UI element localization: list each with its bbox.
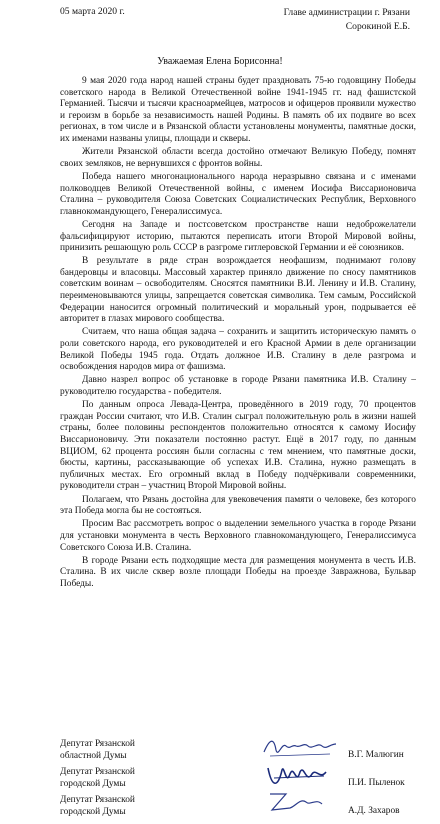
signer-position (60, 794, 200, 818)
paragraph: Полагаем, что Рязань достойна для увековечения памяти о человеке, без которого эта Победа могла бы не состояться. (60, 494, 416, 517)
signer-position-line: городской Думы (60, 807, 126, 817)
paragraph: 9 мая 2020 года народ нашей страны будет праздновать 75-ю годовщину Победы советского народа в Великой Отечественной войне 1941-1945 гг. над фашистской Германией. Тысячи и тысячи красноармейцев, матросов и офицеров проявили мужество и героизм в борьбе за независимость нашей Родины. В память об их подвиге во всех регионах, в том числе и в Рязанской области установлены монументы, памятные доски, их именами названы улицы, площади и скверы. (60, 76, 416, 144)
paragraph: В результате в ряде стран возрождается неофашизм, поднимают голову бандеровцы и власовцы. Массовый характер приняло движение по сносу памятников советским воинам – освободителям. Сносятся памятники В.И. Ленину и И.В. Сталину, переименовываются улицы, запрещается советская символика. Тем самым, Российской Федерации наносится огромный политический и моральный урон, подрывается её авторитет в глазах мирового сообщества. (60, 256, 416, 325)
paragraph: В городе Рязани есть подходящие места для размещения монумента в честь И.В. Сталина. В их числе сквер возле площади Победы на проезде Завражнова, Бульвар Победы. (60, 555, 416, 589)
handwritten-signature-icon (260, 788, 340, 820)
signer-position-line: Депутат Рязанской (60, 739, 135, 749)
addressee-block (260, 6, 410, 34)
signature-block (60, 766, 440, 796)
signer-position-line: областной Думы (60, 751, 127, 761)
signer-position (60, 766, 200, 790)
paragraph: Сегодня на Западе и постсоветском пространстве наши недоброжелатели фальсифицируют историю, пытаются переписать итоги Второй Мировой войны, принизить решающую роль СССР в разгроме гитлеровской Германии и её союзников. (60, 219, 416, 254)
paragraph: Жители Рязанской области всегда достойно отмечают Великую Победу, помнят своих земляков, не вернувшихся с фронтов войны. (60, 147, 416, 169)
signer-position (60, 738, 200, 762)
signer-position-line: Депутат Рязанской (60, 767, 135, 777)
signature-block (60, 738, 440, 768)
salutation: Уважаемая Елена Борисонна! (157, 56, 283, 67)
signer-position-line: Депутат Рязанской (60, 795, 135, 805)
addressee-name: Сорокиной Е.Б. (345, 21, 410, 32)
signer-name: П.И. Пыленок (348, 778, 405, 788)
signature-block (60, 794, 440, 824)
paragraph: По данным опроса Левада-Центра, проведённого в 2019 году, 70 процентов граждан России считают, что И.В. Сталин сыграл положительную роль в жизни нашей страны, более половины респондентов положительно относятся к самому Иосифу Виссарионовичу. Эти показатели постоянно растут. Ещё в 2017 году, по данным ВЦИОМ, 62 процента россиян были согласны с тем мнением, что памятные доски, бюсты, картины, рассказывающие об успехах И.В. Сталина, нужно размещать в публичных местах. Его огромный вклад в Победу подчёркивали современники, руководители стран – участниц Второй Мировой войны. (60, 400, 416, 492)
signer-position-line: городской Думы (60, 779, 126, 789)
letter-body (60, 76, 416, 592)
addressee-title: Главе администрации г. Рязани (283, 7, 410, 18)
paragraph: Просим Вас рассмотреть вопрос о выделении земельного участка в городе Рязани для установки монумента в честь Верховного главнокомандующего, Генералиссимуса Советского Союза И.В. Сталина. (60, 519, 416, 553)
signer-name: В.Г. Малюгин (348, 750, 404, 760)
signer-name: А.Д. Захаров (348, 806, 400, 816)
paragraph: Победа нашего многонационального народа неразрывно связана и с именами полководцев Великой Отечественной войны, с именем Иосифа Виссарионовича Сталина – руководителя Союза Советских Социалистических Республик, Верховного главнокомандующего, Генералиссимуса. (60, 171, 416, 217)
paragraph: Давно назрел вопрос об установке в городе Рязани памятника И.В. Сталину – руководителю государства - победителя. (60, 375, 416, 397)
paragraph: Считаем, что наша общая задача – сохранить и защитить историческую память о роли советского народа, его руководителей и его Красной Армии в деле организации Великой Победы 1945 года. Отдать должное И.В. Сталину в деле разгрома и освобождения народов мира от фашизма. (60, 327, 416, 373)
letter-date: 05 марта 2020 г. (60, 6, 125, 17)
